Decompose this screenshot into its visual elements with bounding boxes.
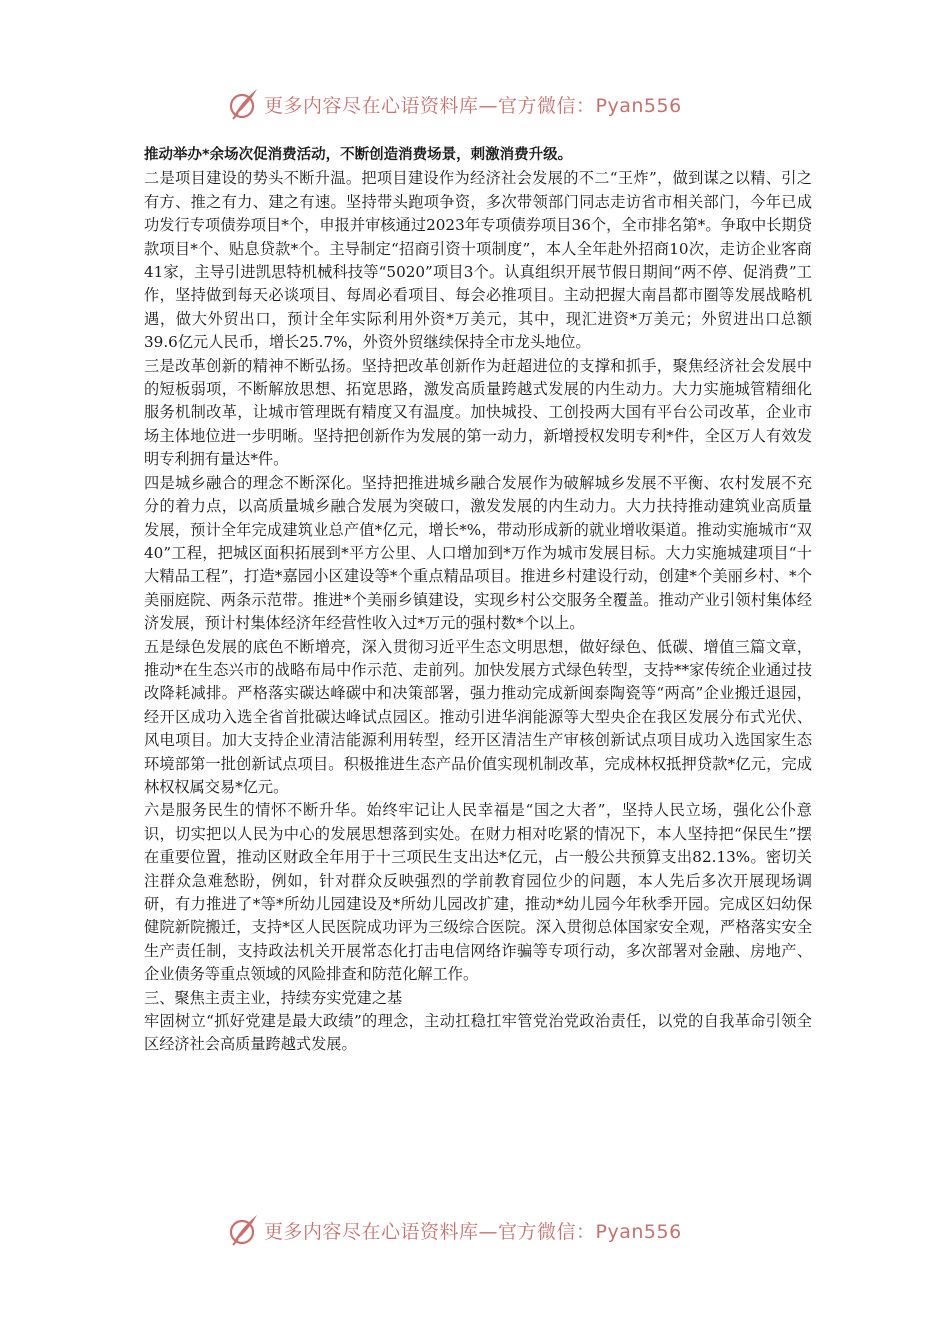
- paragraph-urban-rural: 四是城乡融合的理念不断深化。坚持把推进城乡融合发展作为破解城乡发展不平衡、农村发展不充分的着力点，以高质量城乡融合发展为突破口，激发发展的内生动力。大力扶持推动建筑业高质量发展，预计全年完成建筑业总产值*亿元，增长*%，带动形成新的就业增收渠道。推动实施城市“双40”工程，把城区面积拓展到*平方公里、人口增加到*万作为城市发展目标。大力实施城建项目“十大精品工程”，打造*嘉园小区建设等*个重点精品项目。推进乡村建设行动，创建*个美丽乡村、*个美丽庭院、两条示范带。推进*个美丽乡镇建设，实现乡村公交服务全覆盖。推动产业引领村集体经济发展，预计村集体经济年经营性收入过*万元的强村数*个以上。: [144, 473, 812, 633]
- quill-logo-icon: [228, 86, 260, 122]
- paragraph-consumption: 推动举办*余场次促消费活动，不断创造消费场景，刺激消费升级。: [144, 147, 573, 163]
- quill-logo-icon: [228, 1212, 260, 1248]
- section-heading-party-building: 三、聚焦主责主业，持续夯实党建之基: [144, 988, 403, 1007]
- document-body: [144, 144, 812, 1057]
- watermark-text: 更多内容尽在心语资料库—官方微信：Pyan556: [264, 1220, 682, 1243]
- paragraph-green-development: 五是绿色发展的底色不断增亮，深入贯彻习近平生态文明思想，做好绿色、低碳、增值三篇文章，推动*在生态兴市的战略布局中作示范、走前列。加快发展方式绿色转型，支持**家传统企业通过技改降耗减排。严格落实碳达峰碳中和决策部署，强力推动完成新闽泰陶瓷等“两高”企业搬迁退园，经开区成功入选全省首批碳达峰试点园区。推动引进华润能源等大型央企在我区发展分布式光伏、风电项目。加大支持企业清洁能源利用转型，经开区清洁生产审核创新试点项目成功入选国家生态环境部第一批创新试点项目。积极推进生态产品价值实现机制改革，完成林权抵押贷款*亿元，完成林权权属交易*亿元。: [144, 637, 812, 796]
- paragraph-reform-innovation: 三是改革创新的精神不断弘扬。坚持把改革创新作为赶超进位的支撑和抓手，聚焦经济社会发展中的短板弱项，不断解放思想、拓宽思路，激发高质量跨越式发展的内生动力。大力实施城管精细化服务机制改革，让城市管理既有精度又有温度。加快城投、工创投两大国有平台公司改革，企业市场主体地位进一步明晰。坚持把创新作为发展的第一动力，新增授权发明专利*件，全区万人有效发明专利拥有量达*件。: [144, 356, 812, 469]
- watermark-text: 更多内容尽在心语资料库—官方微信：Pyan556: [264, 94, 682, 117]
- paragraph-livelihood: 六是服务民生的情怀不断升华。始终牢记让人民幸福是“国之大者”，坚持人民立场，强化公仆意识，切实把以人民为中心的发展思想落到实处。在财力相对吃紧的情况下，本人坚持把“保民生”摆在重要位置，推动区财政全年用于十三项民生支出达*亿元，占一般公共预算支出82.13%。密切关注群众急难愁盼，例如，针对群众反映强烈的学前教育园位少的问题，本人先后多次开展现场调研，有力推进了*等*所幼儿园建设及*所幼儿园改扩建，推动*幼儿园今年秋季开园。完成区妇幼保健院新院搬迁，支持*区人民医院成功评为三级综合医院。深入贯彻总体国家安全观，严格落实安全生产责任制，支持政法机关开展常态化打击电信网络诈骗等专项行动，多次部署对金融、房地产、企业债务等重点领域的风险排查和防范化解工作。: [144, 801, 812, 984]
- watermark-header: [228, 84, 682, 124]
- paragraph-party-building: 牢固树立“抓好党建是最大政绩”的理念，主动扛稳扛牢管党治党政治责任，以党的自我革命引领全区经济社会高质量跨越式发展。: [144, 1012, 812, 1054]
- watermark-footer: [228, 1210, 682, 1250]
- paragraph-project-construction: 二是项目建设的势头不断升温。把项目建设作为经济社会发展的不二“王炸”，做到谋之以精、引之有方、推之有力、建之有速。坚持带头跑项争资，多次带领部门同志走访省市相关部门，今年已成功发行专项债券项目*个，申报并审核通过2023年专项债券项目36个，全市排名第*。争取中长期贷款项目*个、贴息贷款*个。主导制定“招商引资十项制度”，本人全年赴外招商10次，走访企业客商41家，主导引进凯思特机械科技等“5020”项目3个。认真组织开展节假日期间“两不停、促消费”工作，坚持做到每天必谈项目、每周必看项目、每会必推项目。主动把握大南昌都市圈等发展战略机遇，做大外贸出口，预计全年实际利用外资*万美元，其中，现汇进资*万美元；外贸进出口总额39.6亿元人民币，增长25.7%，外资外贸继续保持全市龙头地位。: [144, 169, 812, 352]
